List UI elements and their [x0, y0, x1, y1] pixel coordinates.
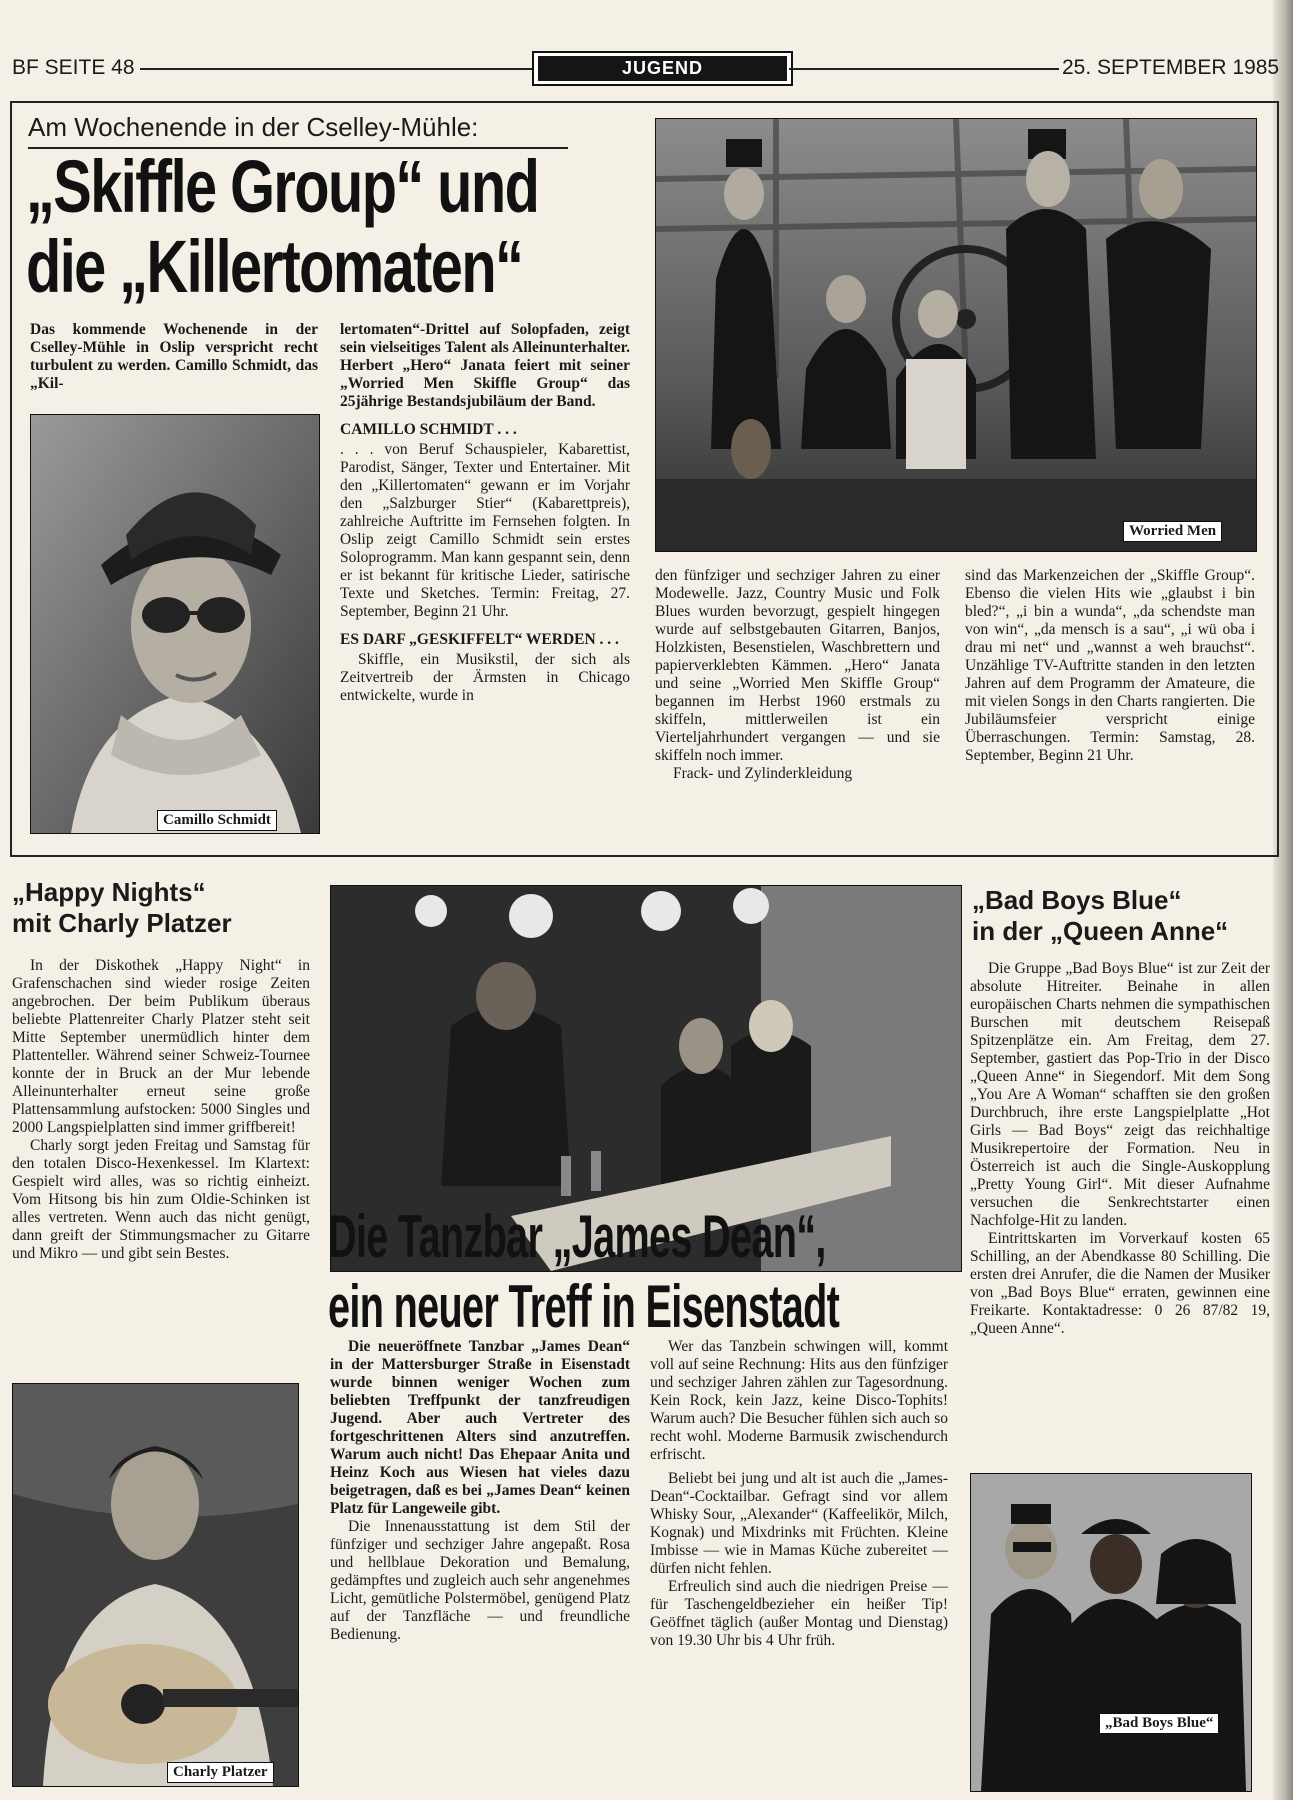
story3-para4: Erfreulich sind auch die niedrigen Preise — für Taschengeldbezieher ein heißer Tip! Geöffnet täglich (außer Montag und Dienstag) von 19.30 Uhr bis 4 Uhr früh.: [650, 1578, 948, 1649]
story2-body: [12, 957, 310, 1263]
story3-headline-line1: Die Tanzbar „James Dean“,: [328, 1203, 826, 1270]
story1-col3: [655, 567, 940, 783]
story2-headline-line2: mit Charly Platzer: [12, 908, 232, 938]
header-rule-left: [140, 68, 532, 70]
camillo-schmidt-photo: [30, 414, 320, 834]
camillo-caption: Camillo Schmidt: [157, 810, 277, 831]
section-label-box: [532, 51, 793, 86]
bad-boys-caption: „Bad Boys Blue“: [1099, 1713, 1219, 1734]
guitarist-illustration: [13, 1384, 298, 1786]
story3-lead: Die neueröffnete Tanzbar „James Dean“ in der Mattersburger Straße in Eisenstadt wurde binnen weniger Wochen zum beliebten Treffpunkt der tanzfreudigen Jugend. Aber auch Vertreter des fortgeschrittenen Alters sind anzutreffen. Warum auch nicht! Das Ehepaar Anita und Heinz Koch aus Wiesen hat vieles dazu beigetragen, daß es bei „James Dean“ keinen Platz für Langeweile gibt.: [330, 1338, 630, 1517]
story3-para3: Beliebt bei jung und alt ist auch die „James-Dean“-Cocktailbar. Gefragt sind vor allem Whisky Sour, „Alexander“ (Kaffeelikör, Milch, Kognak) und Mixdrinks mit Früchten. Kleine Imbisse — wie in Mamas Küche zubereitet — dürfen nicht fehlen.: [650, 1470, 948, 1577]
story3-para1: Die Innenausstattung ist dem Stil der fünfziger und sechziger Jahre angepaßt. Rosa und hellblaue Dekoration und Bemalung, gedämpftes und zugleich auch sehr angenehmes Licht, gemütliche Polstermöbel, genügend Platz auf der Tanzfläche — und freundliche Bedienung.: [330, 1518, 630, 1643]
story4-headline-line1: „Bad Boys Blue“: [972, 885, 1182, 915]
issue-date: 25. SEPTEMBER 1985: [1062, 56, 1280, 79]
band-illustration: [656, 119, 1256, 551]
story4-headline-line2: in der „Queen Anne“: [972, 916, 1229, 946]
story3-para2: Wer das Tanzbein schwingen will, kommt voll auf seine Rechnung: Hits aus den fünfziger und sechziger Jahren zählen zur Tagesordnung. Kein Rock, kein Jazz, keine Disco-Tophits! Warum auch? Die Besucher fühlen sich auch so recht wohl. Moderne Barmusik zwischendurch erfrischt.: [650, 1338, 948, 1463]
story1-col4: [965, 567, 1255, 765]
worried-men-caption: Worried Men: [1123, 521, 1222, 542]
story1-headline-line2: die „Killertomaten“: [26, 225, 523, 308]
story4-para2: Eintrittskarten im Vorverkauf kosten 65 Schilling, an der Abendkasse 80 Schilling. Die ersten drei Anrufer, die die Namen der Musiker von „Bad Boys Blue“ erraten, gewinnen eine Freikarte. Kontaktadresse: 0 26 87/82 19, „Queen Anne“.: [970, 1230, 1270, 1337]
portrait-illustration: [31, 415, 319, 833]
story3-col2: [650, 1338, 948, 1650]
story1-kicker: Am Wochenende in der Cselley-Mühle:: [28, 112, 479, 142]
story3-col1: [330, 1338, 630, 1644]
story1-lead-part2: lertomaten“-Drittel auf Solopfaden, zeigt sein vielseitiges Talent als Alleinunterhalter. Herbert „Hero“ Janata feiert mit seiner „Worried Men Skiffle Group“ das 25jährige Bestandsjubiläum der Band.: [340, 321, 630, 410]
section-label: JUGEND: [538, 56, 787, 81]
story3-headline-line2: ein neuer Treff in Eisenstadt: [328, 1273, 840, 1340]
story4-para1: Die Gruppe „Bad Boys Blue“ ist zur Zeit der absolute Hitreiter. Beinahe in allen europäischen Charts nehmen die sympathischen Burschen mit deutschem Reisepaß Spitzenplätze ein. Am Freitag, dem 27. September, gastiert das Pop-Trio in der Disco „Queen Anne“ in Siegendorf. Mit dem Song „You Are A Woman“ schafften sie den großen Durchbruch, ihre erste Langspielplatte „Hot Girls — Bad Boys“ zeigt das reichhaltige Musikrepertoire der Formation. Neu in Österreich ist auch die Single-Auskopplung „Pretty Young Girl“. Mit dieser Aufnahme versuchen die Senkrechtstarter einen Nachfolge-Hit zu landen.: [970, 960, 1270, 1229]
story2-headline-line1: „Happy Nights“: [12, 877, 206, 907]
story1-headline-line1: „Skiffle Group“ und: [26, 145, 539, 228]
story1-subhead1: CAMILLO SCHMIDT . . .: [340, 421, 517, 438]
page-number: BF SEITE 48: [12, 56, 135, 79]
charly-platzer-photo: [12, 1383, 299, 1787]
story1-text2: Skiffle, ein Musikstil, der sich als Zeitvertreib der Ärmsten in Chicago entwickelte, wurde in: [340, 651, 630, 704]
header-rule-right: [789, 68, 1059, 70]
story1-text5: sind das Markenzeichen der „Skiffle Group“. Ebenso die vielen Hits wie „glaubst i bin bled?“, „i bin a wunda“, „da schendste man von win“, „da mensch is a sau“, „i wü oba i drau mi net“ und „wannst a weh brauchst“. Unzählige TV-Auftritte standen in den letzten Jahren auf dem Programm der Amateure, die mit vielen Songs in den Charts rangierten. Die Jubiläumsfeier verspricht einige Überraschungen. Termin: Samstag, 28. September, Beginn 21 Uhr.: [965, 567, 1255, 764]
bad-boys-blue-photo: [970, 1473, 1252, 1792]
charly-caption: Charly Platzer: [167, 1762, 274, 1783]
story2-para2: Charly sorgt jeden Freitag und Samstag für den totalen Disco-Hexenkessel. Im Klartext: Gespielt wird alles, was so richtig einheizt. Vom Hitsong bis hin zum Oldie-Schinken ist alles vertreten. Wenn auch das nicht genügt, dann greift der Stimmungsmacher zu Gitarre und Mikro — und gibt sein Bestes.: [12, 1137, 310, 1262]
story1-subhead2: ES DARF „GESKIFFELT“ WERDEN . . .: [340, 631, 619, 648]
trio-illustration: [971, 1474, 1251, 1791]
story1-lead-col1: Das kommende Wochenende in der Cselley-Mühle in Oslip verspricht recht turbulent zu werden. Camillo Schmidt, das „Kil-: [30, 321, 318, 392]
story4-body: [970, 960, 1270, 1338]
story1-text3: den fünfziger und sechziger Jahren zu einer Modewelle. Jazz, Country Music und Folk Blues wurden bevorzugt, gespielt hingegen wurde auf selbstgebauten Gitarren, Banjos, Holzkisten, Besenstielen, Waschbrettern und papierverklebten Kämmen. „Hero“ Janata und seine „Worried Men Skiffle Group“ begannen im Herbst 1960 erstmals zu skiffeln, mittlerweilen ist ein Vierteljahrhundert vergangen — und sie skiffeln noch immer.: [655, 567, 940, 764]
story1-text4: Frack- und Zylinderkleidung: [673, 765, 853, 782]
story1-col2: [340, 321, 630, 705]
worried-men-photo: [655, 118, 1257, 552]
story2-para1: In der Diskothek „Happy Night“ in Grafenschachen sind wieder rosige Zeiten angebrochen. Der beim Publikum überaus beliebte Plattenreiter Charly Platzer steht seit Mitte September unermüdlich hinter dem Plattenteller. Während seiner Schweiz-Tournee konnte der in Bruck an der Mur lebende Alleinunterhalter erneut seine große Plattensammlung aufstocken: 5000 Singles und 2000 Langspielplatten sind immer griffbereit!: [12, 957, 310, 1136]
story1-text1: . . . von Beruf Schauspieler, Kabarettist, Parodist, Sänger, Texter und Entertainer. Mit den „Killertomaten“ gewann er im Vorjahr den „Salzburger Stier“ (Kabarettpreis), zahlreiche Auftritte im Fernsehen folgten. In Oslip zeigt Camillo Schmidt sein erstes Soloprogramm. Man kann gespannt sein, denn er ist bekannt für kritische Lieder, satirische Texte und Sketches. Termin: Freitag, 27. September, Beginn 21 Uhr.: [340, 441, 630, 620]
